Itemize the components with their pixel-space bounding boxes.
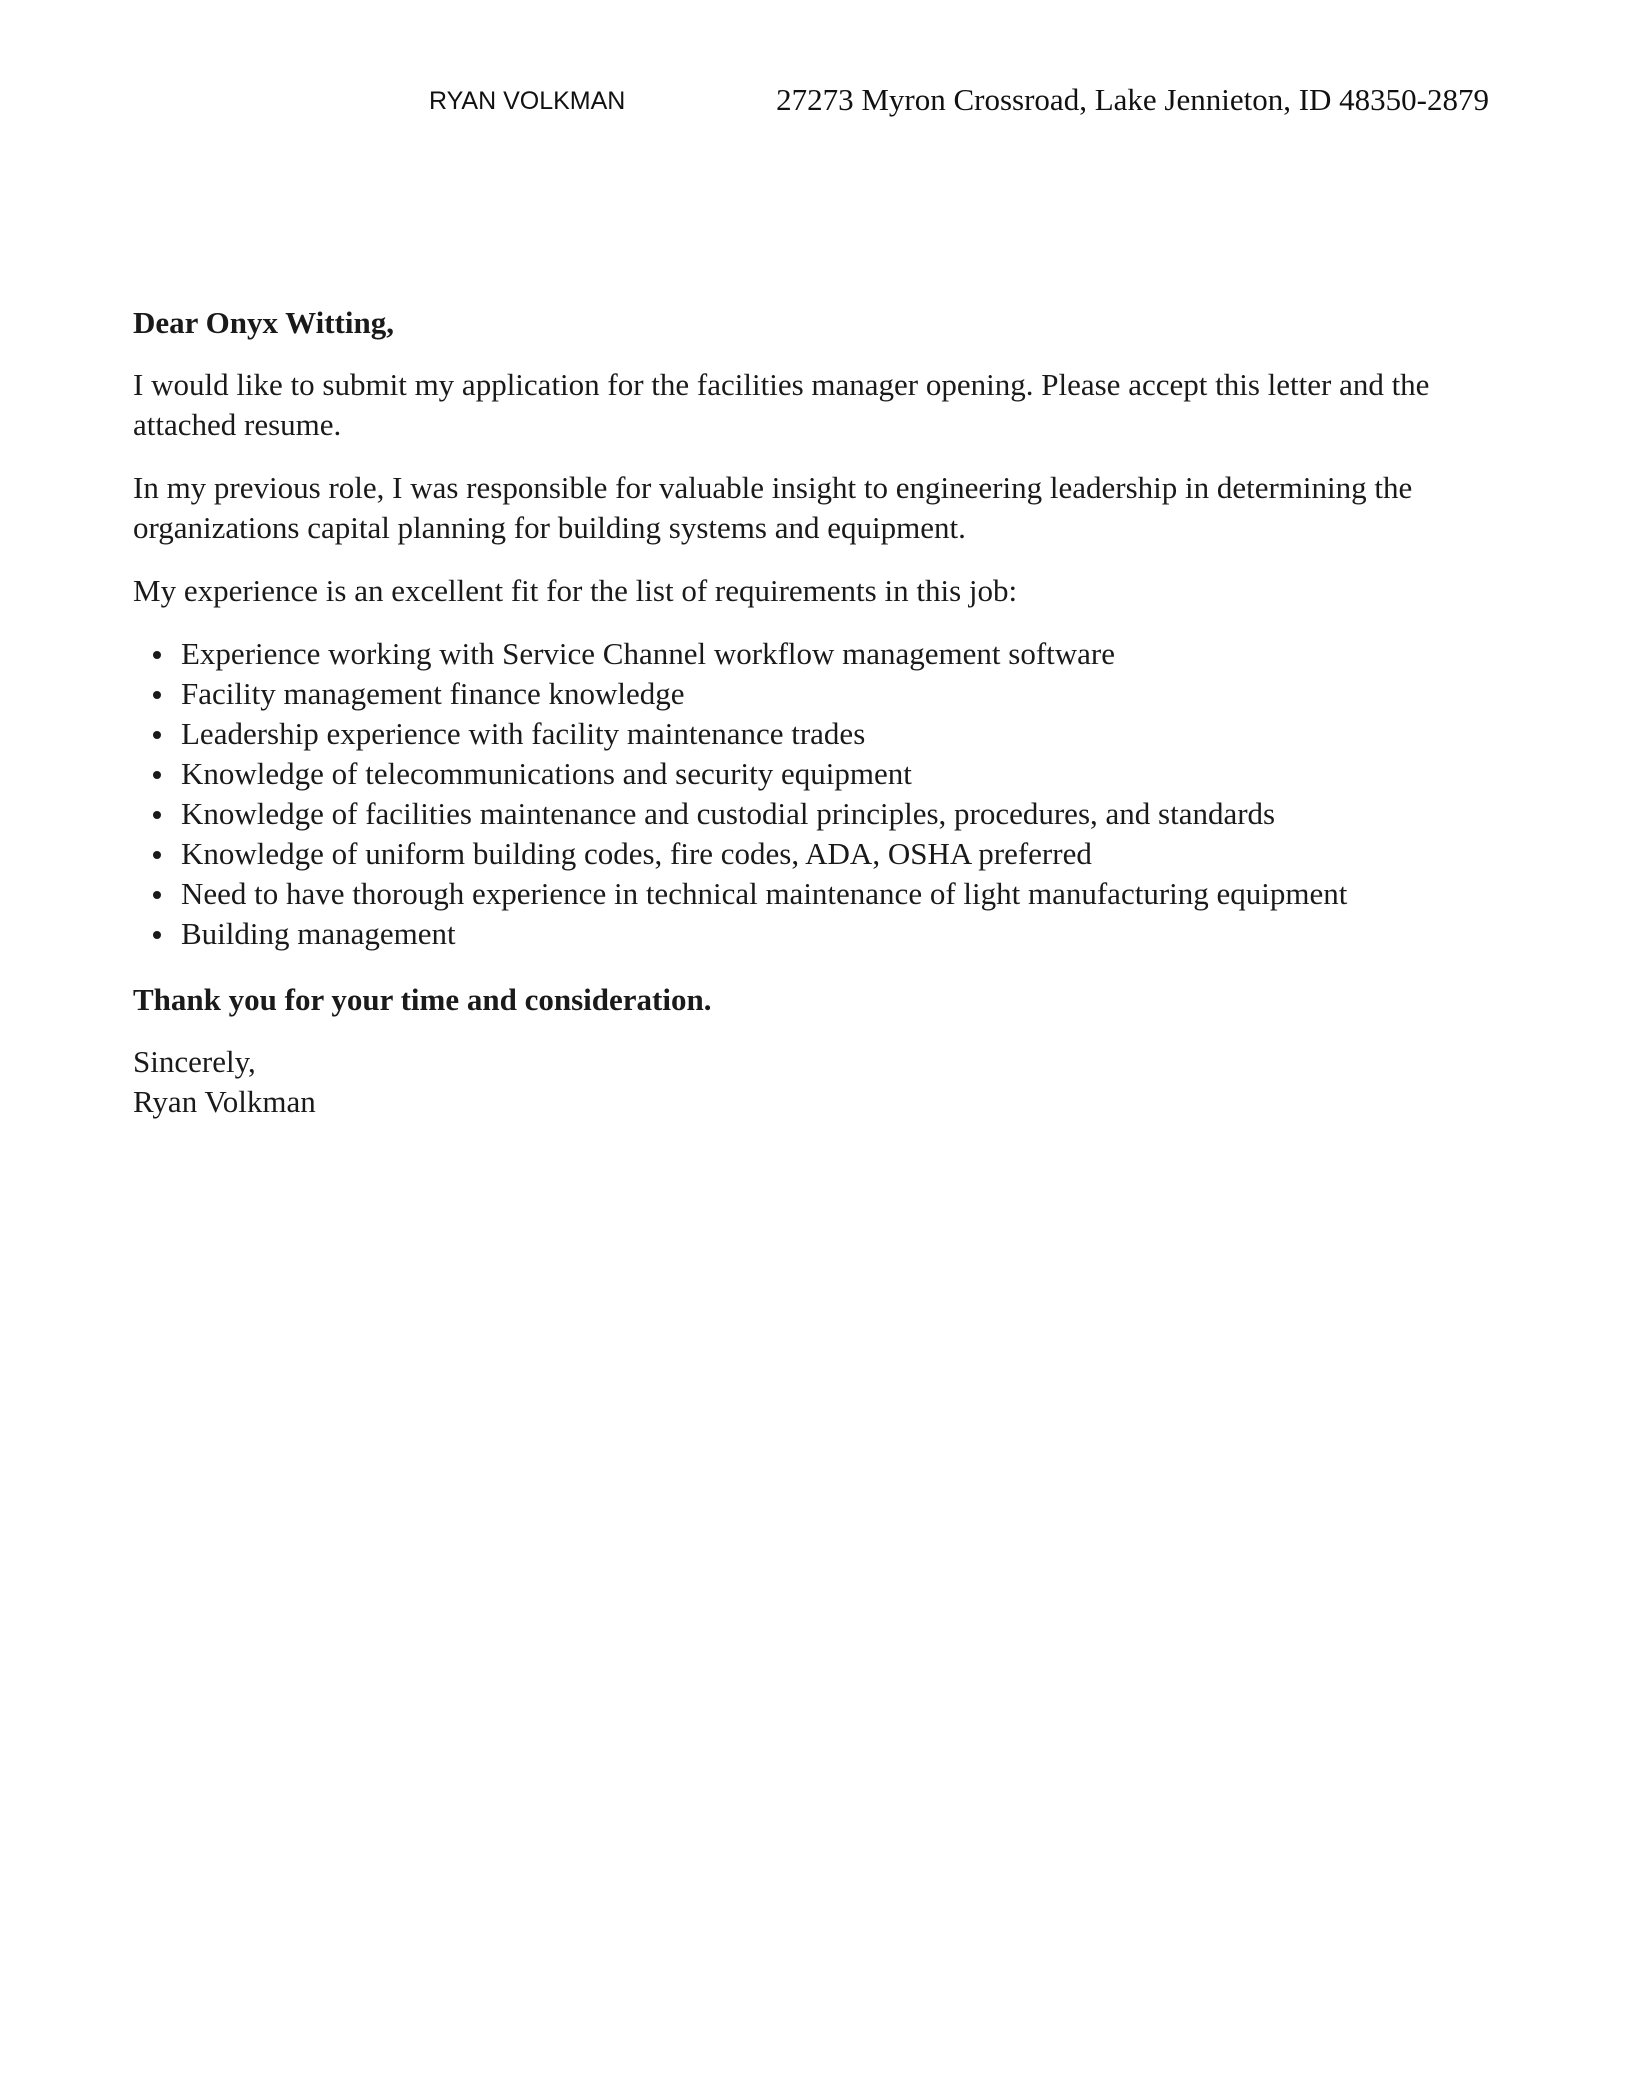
list-item <box>133 674 1493 714</box>
sender-address: 27273 Myron Crossroad, Lake Jennieton, ID 48350-2879 <box>776 82 1489 117</box>
list-item <box>133 634 1493 674</box>
list-item <box>133 794 1493 834</box>
closing-line: Thank you for your time and consideration. <box>133 982 712 1017</box>
list-item-text: Knowledge of uniform building codes, fire codes, ADA, OSHA preferred <box>181 836 1092 871</box>
paragraph-intro: I would like to submit my application for the facilities manager opening. Please accept this letter and the attached resume. <box>133 367 1430 442</box>
signoff <box>133 1042 1493 1122</box>
salutation: Dear Onyx Witting, <box>133 305 394 340</box>
signature-name: Ryan Volkman <box>133 1084 316 1119</box>
list-item-text: Need to have thorough experience in technical maintenance of light manufacturing equipment <box>181 876 1348 911</box>
bullet-icon <box>153 651 161 659</box>
paragraph-experience: In my previous role, I was responsible for valuable insight to engineering leadership in determining the organizations capital planning for building systems and equipment. <box>133 470 1413 545</box>
bullet-icon <box>153 731 161 739</box>
letter-header <box>0 80 1632 124</box>
list-item <box>133 714 1493 754</box>
bullet-icon <box>153 851 161 859</box>
list-item-text: Building management <box>181 916 456 951</box>
paragraph-requirements-intro: My experience is an excellent fit for the list of requirements in this job: <box>133 573 1018 608</box>
list-item <box>133 914 1493 954</box>
bullet-icon <box>153 931 161 939</box>
list-item-text: Experience working with Service Channel workflow management software <box>181 636 1115 671</box>
list-item-text: Knowledge of telecommunications and security equipment <box>181 756 912 791</box>
list-item-text: Leadership experience with facility maintenance trades <box>181 716 866 751</box>
list-item <box>133 754 1493 794</box>
list-item-text: Knowledge of facilities maintenance and custodial principles, procedures, and standards <box>181 796 1276 831</box>
list-item-text: Facility management finance knowledge <box>181 676 685 711</box>
requirements-list <box>133 634 1493 954</box>
bullet-icon <box>153 891 161 899</box>
bullet-icon <box>153 771 161 779</box>
letter-body <box>133 303 1493 1122</box>
signoff-text: Sincerely, <box>133 1044 256 1079</box>
sender-name: RYAN VOLKMAN <box>429 87 626 115</box>
bullet-icon <box>153 811 161 819</box>
list-item <box>133 874 1493 914</box>
bullet-icon <box>153 691 161 699</box>
list-item <box>133 834 1493 874</box>
